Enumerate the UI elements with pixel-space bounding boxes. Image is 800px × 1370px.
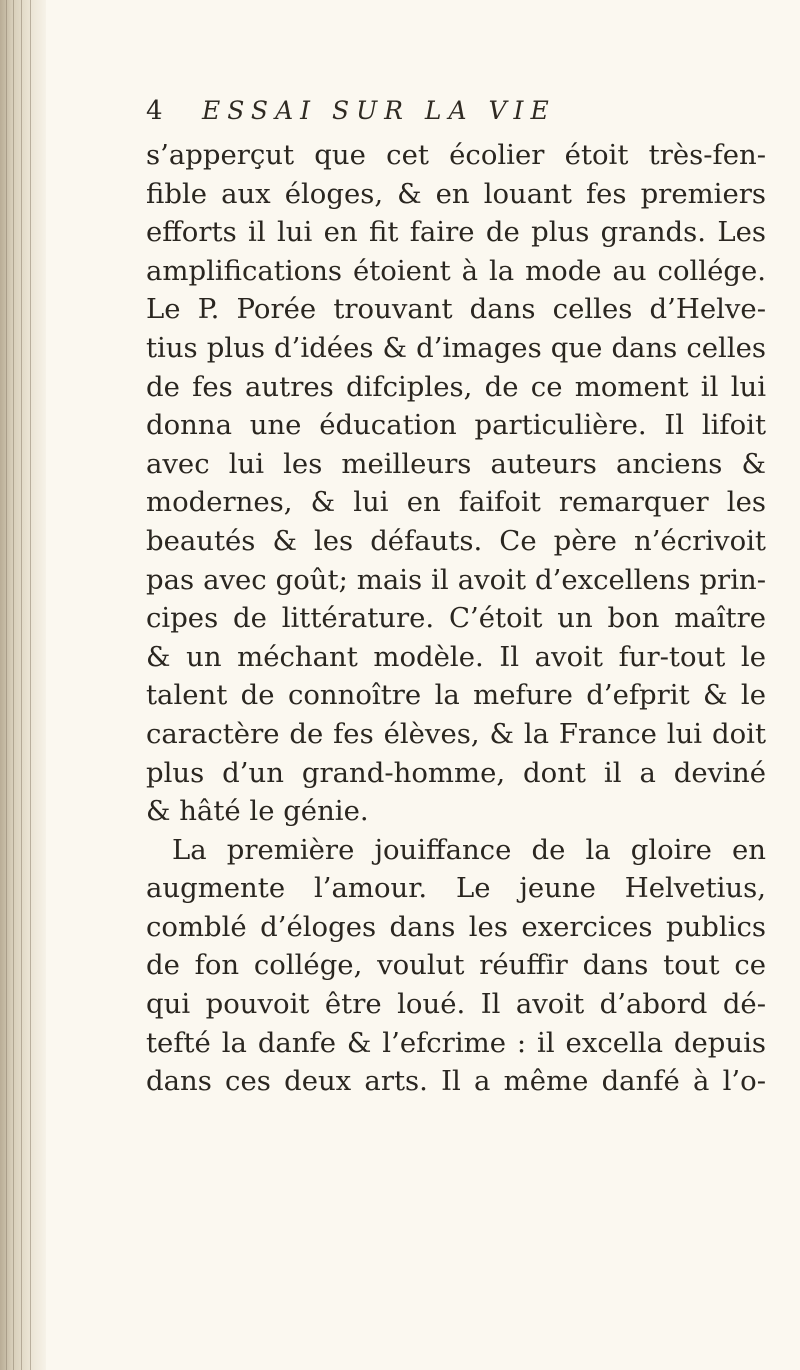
text-line: pas avec goût; mais il avoit d’excellens prin- (146, 563, 766, 596)
text-line: efforts il lui en fit faire de plus grands. Les (146, 216, 766, 249)
text-line: & hâté le génie. (146, 795, 369, 828)
text-line: tius plus d’idées & d’images que dans celles (146, 331, 766, 364)
text-line: & un méchant modèle. Il avoit fur-tout le (146, 640, 766, 673)
text-line: plus d’un grand-homme, dont il a deviné (146, 756, 766, 789)
text-line: augmente l’amour. Le jeune Helvetius, (146, 872, 766, 905)
text-line: cipes de littérature. C’étoit un bon maître (146, 602, 766, 635)
text-line: avec lui les meilleurs auteurs anciens & (146, 447, 766, 480)
text-line: beautés & les défauts. Ce père n’écrivoit (146, 524, 766, 557)
text-line: modernes, & lui en faifoit remarquer les (146, 486, 766, 519)
text-line: amplifications étoient à la mode au collége. (146, 254, 766, 287)
text-line: de fes autres difciples, de ce moment il lui (146, 370, 766, 403)
text-line: fible aux éloges, & en louant fes premiers (146, 177, 766, 210)
text-line: dans ces deux arts. Il a même danfé à l’o- (146, 1065, 766, 1098)
page-number: 4 (146, 96, 163, 126)
book-binding-edge (0, 0, 46, 1370)
text-line: qui pouvoit être loué. Il avoit d’abord dé- (146, 988, 766, 1021)
text-line: s’apperçut que cet écolier étoit très-fen- (146, 139, 766, 171)
body-text (146, 136, 766, 1101)
running-head: ESSAI SUR LA VIE (202, 96, 556, 125)
book-page (146, 96, 766, 1101)
text-line: tefté la danfe & l’efcrime : il excella depuis (146, 1026, 766, 1059)
text-line: donna une éducation particulière. Il lifoit (146, 409, 766, 442)
text-line: Le P. Porée trouvant dans celles d’Helve- (146, 293, 766, 326)
text-line: La première jouiffance de la gloire en (172, 833, 766, 866)
text-line: talent de connoître la mefure d’efprit & le (146, 679, 766, 712)
text-line: de fon collége, voulut réuffir dans tout ce (146, 949, 766, 982)
text-line: caractère de fes élèves, & la France lui doit (146, 717, 766, 750)
text-line: comblé d’éloges dans les exercices publics (146, 910, 766, 943)
page-header (146, 96, 766, 134)
